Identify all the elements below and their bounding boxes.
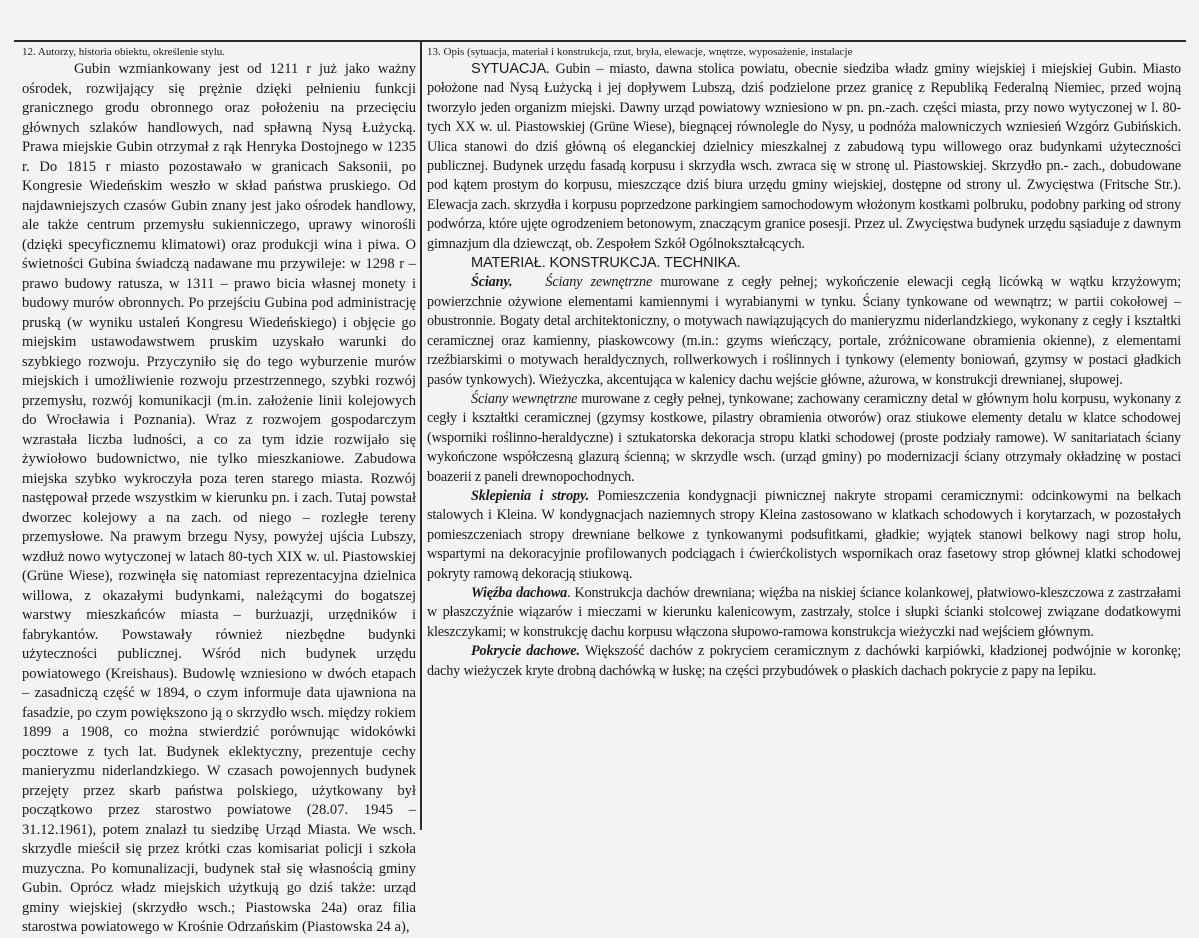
- wiezba-paragraph: [427, 584, 1181, 642]
- sklepienia-label: Sklepienia i stropy.: [471, 487, 590, 504]
- pokrycie-paragraph: [427, 642, 1181, 681]
- history-paragraph: Gubin wzmiankowany jest od 1211 r już jako ważny ośrodek, rozwijający się prężnie dzięki pełnieniu funkcji granicznego grodu obronnego oraz położeniu na przecięciu głównych szlaków handlowych, nad spławną Nysą Łużycką. Prawa miejskie Gubin otrzymał z rąk Henryka Dostojnego w 1235 r. Do 1815 r miasto pozostawało w granicach Saksonii, po Kongresie Wiedeńskim weszło w skład państwa pruskiego. Od najdawniejszych czasów Gubin znany jest jako ośrodek handlowy, ale także centrum przemysłu sukienniczego, uprawy winorośli (dzięki specyficznemu klimatowi) oraz produkcji wina i piwa. O świetności Gubina świadczą nadawane mu przywileje: w 1298 r – prawo budowy ratusza, w 1311 – prawo bicia własnej monety i budowy murów obronnych. Po przejściu Gubina pod administrację pruską (w wyniku ustaleń Kongresu Wiedeńskiego) i objęcie go miejskim ustawodawstwem pruskim uzyskało warunki do szybkiego rozwoju. Przyczyniło się do tego wyburzenie murów miejskich i umożliwienie rozwoju przestrzennego, szybki rozwój przemysłu, rozwój komunikacji (m.in. założenie linii kolejowych do Wrocławia i Poznania). Wraz z rozwojem gospodarczym wzrastała liczba ludności, a co za tym idzie rozwijało się żywiołowo budownictwo, nie tylko mieszkaniowe. Zabudowa miejska szybko wykroczyła poza teren starego miasta. Rozwój następował przede wszystkim w kierunku pn. i zach. Tutaj powstał dworzec kolejowy a na zach. od niego – rozległe tereny przemysłowe. Na prawym brzegu Nysy, powyżej ujścia Lubszy, wzdłuż nowo wytyczonej w latach 80-tych XIX w. ul. Piastowskiej (Grüne Wiese), rozwinęła się natomiast reprezentacyjna dzielnica willowa, z okazałymi budynkami, należącymi do bogatszej warstwy mieszkańców miasta – burżuazji, urzędników i fabrykantów. Powstawały również niezbędne budynki użyteczności publicznej. Wśród nich budynek urzędu powiatowego (Kreishaus). Budowlę wzniesiono w dwóch etapach – zasadniczą część w 1894, o czym informuje data ujawniona na fasadzie, po czym powiększono ją o skrzydło wsch. między rokiem 1899 a 1908, co można stwierdzić porównując widokówki pocztowe z tych lat. Budynek eklektyczny, prezentuje cechy manieryzmu niderlandzkiego. W czasach powojennych budynek przejęty przez skarb państwa polskiego, użytkowany był początkowo przez starostwo powiatowe (28.07. 1945 – 31.12.1961), potem znalazł tu siedzibę Urząd Miasta. We wsch. skrzydle mieścił się przez krótki czas komisariat policji i szkoła muzyczna. Po komunalizacji, budynek stał się własnością gminy Gubin. Oprócz władz miejskich użytkują go dziś także: urząd gminy wiejskiej (skrzydło wsch.; Piastowska 24a) oraz filia starostwa powiatowego w Krośnie Odrzańskim (Piastowska 24 a),: [22, 61, 416, 935]
- top-rule: [14, 40, 1186, 42]
- sciany-text: murowane z cegły pełnej; wykończenie elewacji cegłą licówką w wątku krzyżowym; powierzchnie ożywione elementami kamiennymi i wyrabianymi w tynku. Ściany tynkowane od wewnątrz; w partii cokołowej – obustronnie. Bogaty detal architektoniczny, o motywach nawiązujących do manieryzmu niderlandzkiego, wykonany z cegły i kształtki ceramicznej oraz kamienny, piaskowcowy (m.in.: gzyms wieńczący, portale, zróżnicowane obramienia okienne), z elementami rzeźbiarskimi o motywach heraldycznych, rollwerkowych i roślinnych i tynkowy (elementy boniowań, gzymsy w postaci gładkich pasów tynkowych). Wieżyczka, akcentująca w kalenicy dachu wejście główne, ażurowa, w konstrukcji drewnianej, słupowej.: [427, 274, 1181, 388]
- section-12-header: 12. Autorzy, historia obiektu, określenie stylu.: [22, 46, 226, 58]
- sklepienia-paragraph: [427, 487, 1181, 584]
- sciany-paragraph: [427, 273, 1181, 389]
- column-divider: [420, 40, 422, 830]
- material-heading-line: [427, 254, 1181, 273]
- pokrycie-text: Większość dachów z pokryciem ceramicznym z dachówki karpiówki, kładzionej podwójnie w koronkę; dachy wieżyczek kryte drobną dachówką w łuskę; na części przybudówek o płaskich dachach pokrycie z papy na lepiku.: [427, 643, 1181, 679]
- sciany-wewnetrzne-paragraph: [427, 390, 1181, 487]
- sciany-wewnetrzne-label: Ściany wewnętrzne: [471, 390, 578, 407]
- description-column: [427, 44, 1181, 681]
- pokrycie-label: Pokrycie dachowe.: [471, 643, 580, 660]
- wiezba-text: . Konstrukcja dachów drewniana; więźba na niskiej ściance kolankowej, płatwiowo-kleszczowa z zastrzałami w płaszczyźnie wiązarów i mieczami w kierunku kalenicowym, zastrzały, stolce i słupki ścianki stolcowej związane dodatkowymi kleszczykami; w konstrukcję dachu korpusu włączona słupowo-ramowa konstrukcja wieżyczki nad wejściem głównym.: [427, 584, 1181, 640]
- sciany-sublabel: Ściany zewnętrzne: [545, 274, 653, 291]
- wiezba-label: Więźba dachowa: [471, 584, 568, 601]
- sytuacja-heading: SYTUACJA: [471, 61, 547, 77]
- sytuacja-paragraph: [427, 60, 1181, 254]
- sciany-wewnetrzne-text: murowane z cegły pełnej, tynkowane; zachowany ceramiczny detal w głównym holu korpusu, wykonany z cegły i kształtki ceramicznej (gzymsy kostkowe, pilastry obramienia otworów) oraz stiukowe elementy detalu w klatce schodowej (wsporniki roślinno-heraldyczne) i sztukatorska dekoracja stropu klatki schodowej (proste podziały ramowe). W sanitariatach ściany wykończone współczesną glazurą ścienną; w skrzydle wsch. (urząd gminy) po modernizacji ściany otrzymały okładzinę w postaci boazerii z paneli drewnopochodnych.: [427, 390, 1182, 485]
- sytuacja-text: . Gubin – miasto, dawna stolica powiatu, obecnie siedziba władz gminy wiejskiej i miejskiej Gubin. Miasto położone nad Nysą Łużycką i jej dopływem Lubszą, dziś podzielone przez granicę z Republiką Federalną Niemiec, przed wojną tworzyło jeden organizm miejski. Dawny urząd powiatowy wzniesiono w pn. pn.-zach. części miasta, przy nowo wytyczonej w l. 80-tych XX w. ul. Piastowskiej (Grüne Wiese), biegnącej równolegle do Nysy, u podnóża malowniczych wzniesień Wzgórz Gubińskich. Ulica stanowi do dziś główną oś eleganckiej dzielnicy mieszkalnej z zabudową typu willowego oraz budynkami użyteczności publicznej. Budynek urzędu fasadą korpusu i skrzydła wsch. zwraca się w stronę ul. Piastowskiej. Skrzydło pn.- zach., dobudowane pod kątem prostym do korpusu, mieszczące dziś biura urzędu gminy wiejskiej, dostępne od strony ul. Zwycięstwa (Fritsche Str.). Elewacja zach. skrzydła i korpusu poprzedzone parkingiem samochodowym włożonym kostkami polbruku, podobny parking od strony podwórza, które ujęte ogrodzeniem betonowym, znaczącym granice posesji. Przez ul. Zwycięstwa budynek urzędu sąsiaduje z dawnym gimnazjum dla dziewcząt, ob. Zespołem Szkół Ogólnokształcących.: [427, 61, 1181, 252]
- sklepienia-text: Pomieszczenia kondygnacji piwnicznej nakryte stropami ceramicznymi: odcinkowymi na belkach stalowych i Kleina. W kondygnacjach naziemnych stropy Kleina zastosowano w klatkach schodowych i korytarzach, w pozostałych pomieszczeniach stropy drewniane belkowe z tynkowanymi podsufitkami, gładkie; wyjątek stanowi belkowy nagi strop holu, wspartymi na dekoracyjnie profilowanych podciągach i ćwierćkolistych wspornikach oraz fasetowy strop głównej klatki schodowej pokryty ramową dekoracją stiukową.: [427, 487, 1181, 582]
- history-column: [22, 44, 416, 938]
- material-heading: MATERIAŁ. KONSTRUKCJA. TECHNIKA.: [471, 255, 741, 272]
- section-13-header: 13. Opis (sytuacja, materiał i konstrukcja, rzut, bryła, elewacje, wnętrze, wyposażenie, instalacje: [427, 46, 853, 58]
- sciany-label: Ściany.: [471, 274, 513, 291]
